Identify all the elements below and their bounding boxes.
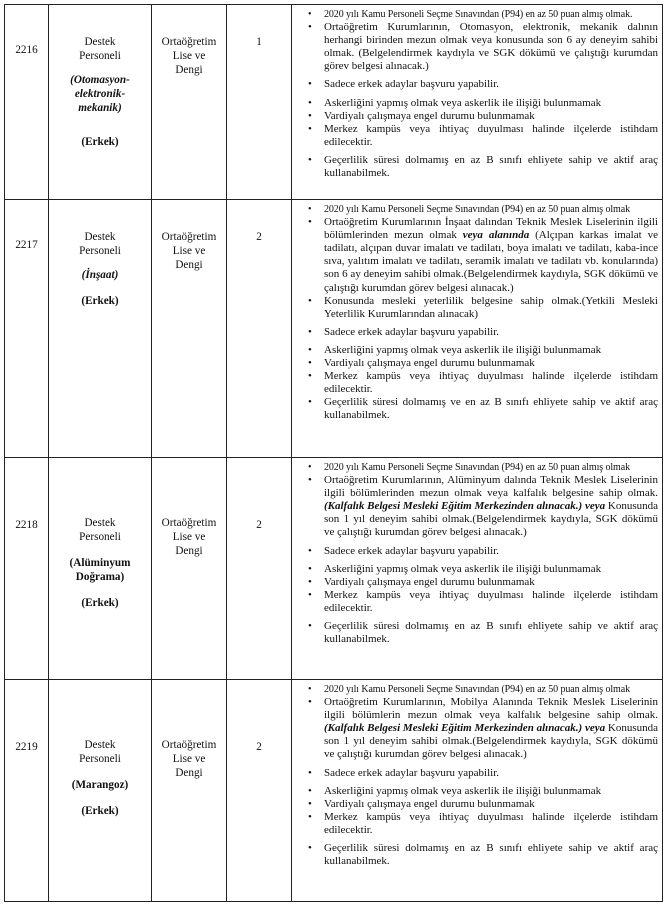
position-count: 2 <box>256 231 262 243</box>
list-item-text: Konusunda son 1 yıl deneyim sahibi olmak.(Belgelendirmek kaydıyla, SGK dökümü ve çalıştığı kurumdan görev belgesi alınacak.) <box>324 722 659 761</box>
list-item: • Geçerlilik süresi dolmamış en az B sınıfı ehliyete sahip ve aktif araç kullanabilmek. <box>292 842 658 868</box>
position-branch: (İnşaat) <box>81 269 119 281</box>
position-code-cell <box>5 680 49 902</box>
list-item: • 2020 yılı Kamu Personeli Seçme Sınavından (P94) en az 50 puan almış olmak <box>292 461 658 474</box>
gender-label: (Erkek) <box>81 805 119 817</box>
position-title-cell <box>49 5 152 200</box>
position-title-cell <box>49 200 152 458</box>
position-title: Personeli <box>79 753 121 765</box>
list-item: • Geçerlilik süresi dolmamış en az B sınıfı ehliyete sahip ve aktif araç kullanabilmek. <box>292 620 658 646</box>
list-item: • Geçerlilik süresi dolmamış ve en az B sınıfı ehliyete sahip ve aktif araç kullanabilmek. <box>292 396 658 422</box>
education-text: Dengi <box>175 767 203 779</box>
list-item: • Askerliğini yapmış olmak veya askerlik ile ilişiği bulunmamak <box>292 344 658 357</box>
position-code: 2216 <box>15 44 38 56</box>
list-item-emphasis: veya alanında <box>462 229 530 242</box>
position-code: 2217 <box>15 239 38 251</box>
list-item: • Merkez kampüs veya ihtiyaç duyulması halinde ilçelerde istihdam edilecektir. <box>292 370 658 396</box>
position-title: Destek <box>84 36 116 48</box>
list-item: • Vardiyalı çalışmaya engel durumu bulunmamak <box>292 110 658 123</box>
education-text: Ortaöğretim <box>161 231 217 243</box>
position-title: Personeli <box>79 245 121 257</box>
count-cell <box>227 680 292 902</box>
education-text: Dengi <box>175 64 203 76</box>
position-count: 2 <box>256 519 262 531</box>
list-item <box>292 696 658 761</box>
list-item-text: (Alçıpan karkas imalat ve tadilatı, alçıpan duvar imalatı ve tadilatı, boya imalatı ve tadilatı, kaba-ince sıva, yalıtım imalatı ve tadilatı, seramik imalatı ve tadilatı vb. konularında) son 6 ay deneyim sahibi olmak.(Belgelendirmek kaydıyla, SGK dökümü ve çalıştığı kurumdan görev belgesi alınacak.) <box>324 229 658 294</box>
gender-label: (Erkek) <box>81 295 119 307</box>
list-item-text: Ortaöğretim Kurumlarının İnşaat dalından Teknik Meslek Liselerinin ilgili bölümlerinden mezun olmak <box>324 216 658 242</box>
list-item: • Sadece erkek adaylar başvuru yapabilir. <box>292 326 658 339</box>
education-text: Lise ve <box>172 531 206 543</box>
position-code: 2219 <box>15 741 38 753</box>
position-count: 1 <box>256 36 262 48</box>
list-item-text: Konusunda son 1 yıl deneyim sahibi olmak.(Belgelendirmek kaydıyla, SGK dökümü ve çalıştığı kurumdan görev belgesi alınacak.) <box>324 500 659 539</box>
list-item: • Ortaöğretim Kurumlarının, Otomasyon, elektronik, mekanik dalının herhangi birinden mezun olmak veya konusunda son 6 ay deneyim sahibi olmak. (Belgelendirmek kaydıyla ve SGK dökümü ve çalıştığı kurumdan görev belgesi alınacak.) <box>292 21 658 73</box>
table-row <box>5 458 663 680</box>
list-item: • Geçerlilik süresi dolmamış en az B sınıfı ehliyete sahip ve aktif araç kullanabilmek. <box>292 154 658 180</box>
position-title-cell <box>49 680 152 902</box>
list-item: • 2020 yılı Kamu Personeli Seçme Sınavından (P94) en az 50 puan almış olmak. <box>292 8 658 21</box>
gender-label: (Erkek) <box>81 597 119 609</box>
position-count: 2 <box>256 741 262 753</box>
gender-label: (Erkek) <box>81 136 119 148</box>
list-item: • Merkez kampüs veya ihtiyaç duyulması halinde ilçelerde istihdam edilecektir. <box>292 123 658 149</box>
position-code-cell <box>5 5 49 200</box>
list-item: • Vardiyalı çalışmaya engel durumu bulunmamak <box>292 357 658 370</box>
list-item-text: Ortaöğretim Kurumlarının, Mobilya Alanında Teknik Meslek Liselerinin ilgili bölümlerin mezun olmak veya kalfalık belgesine sahip olmak. <box>324 696 658 722</box>
list-item: • Askerliğini yapmış olmak veya askerlik ile ilişiği bulunmamak <box>292 563 658 576</box>
positions-table <box>4 4 663 902</box>
position-code-cell <box>5 458 49 680</box>
list-item <box>292 474 658 539</box>
position-title: Personeli <box>79 50 121 62</box>
requirements-list <box>292 680 662 871</box>
list-item-emphasis: (Kalfalık Belgesi Mesleki Eğitim Merkezinden alınacak.) veya <box>324 722 606 735</box>
list-item: • Konusunda mesleki yeterlilik belgesine sahip olmak.(Yetkili Mesleki Yeterlilik Kurumlarından alınacak) <box>292 295 658 321</box>
education-cell <box>152 458 227 680</box>
position-title-cell <box>49 458 152 680</box>
position-branch: (Marangoz) <box>71 779 129 791</box>
position-title: Destek <box>84 517 116 529</box>
requirements-cell <box>292 5 663 200</box>
count-cell <box>227 458 292 680</box>
list-item-text: Ortaöğretim Kurumlarının, Alüminyum dalında Teknik Meslek Liselerinin ilgili bölümlerinden mezun olmak veya kalfalık belgesine sahip olmak. <box>324 474 658 500</box>
list-item: • 2020 yılı Kamu Personeli Seçme Sınavından (P94) en az 50 puan almış olmak <box>292 683 658 696</box>
education-text: Ortaöğretim <box>161 36 217 48</box>
position-title: Destek <box>84 231 116 243</box>
requirements-list <box>292 5 662 183</box>
education-text: Dengi <box>175 259 203 271</box>
requirements-list <box>292 200 662 426</box>
requirements-list <box>292 458 662 649</box>
position-code-cell <box>5 200 49 458</box>
list-item: • Sadece erkek adaylar başvuru yapabilir. <box>292 78 658 91</box>
education-text: Dengi <box>175 545 203 557</box>
list-item-emphasis: (Kalfalık Belgesi Mesleki Eğitim Merkezinden alınacak.) veya <box>324 500 606 513</box>
education-text: Ortaöğretim <box>161 517 217 529</box>
position-branch: (Otomasyon-elektronik-mekanik) <box>70 74 130 114</box>
list-item <box>292 216 658 295</box>
table-row <box>5 5 663 200</box>
list-item: • Vardiyalı çalışmaya engel durumu bulunmamak <box>292 798 658 811</box>
education-cell <box>152 680 227 902</box>
list-item: • Askerliğini yapmış olmak veya askerlik ile ilişiği bulunmamak <box>292 97 658 110</box>
education-text: Lise ve <box>172 245 206 257</box>
table-row <box>5 200 663 458</box>
requirements-cell <box>292 200 663 458</box>
position-title: Destek <box>84 739 116 751</box>
position-branch: Doğrama) <box>75 571 125 583</box>
count-cell <box>227 5 292 200</box>
list-item: • Askerliğini yapmış olmak veya askerlik ile ilişiği bulunmamak <box>292 785 658 798</box>
position-code: 2218 <box>15 519 38 531</box>
list-item: • Sadece erkek adaylar başvuru yapabilir. <box>292 767 658 780</box>
education-text: Lise ve <box>172 50 206 62</box>
requirements-cell <box>292 458 663 680</box>
education-cell <box>152 5 227 200</box>
count-cell <box>227 200 292 458</box>
list-item: • Vardiyalı çalışmaya engel durumu bulunmamak <box>292 576 658 589</box>
position-branch: (Alüminyum <box>69 557 131 569</box>
requirements-cell <box>292 680 663 902</box>
education-cell <box>152 200 227 458</box>
education-text: Ortaöğretim <box>161 739 217 751</box>
list-item: • Merkez kampüs veya ihtiyaç duyulması halinde ilçelerde istihdam edilecektir. <box>292 811 658 837</box>
list-item: • Merkez kampüs veya ihtiyaç duyulması halinde ilçelerde istihdam edilecektir. <box>292 589 658 615</box>
list-item: • Sadece erkek adaylar başvuru yapabilir. <box>292 545 658 558</box>
list-item: • 2020 yılı Kamu Personeli Seçme Sınavından (P94) en az 50 puan almış olmak <box>292 203 658 216</box>
education-text: Lise ve <box>172 753 206 765</box>
position-title: Personeli <box>79 531 121 543</box>
table-row <box>5 680 663 902</box>
